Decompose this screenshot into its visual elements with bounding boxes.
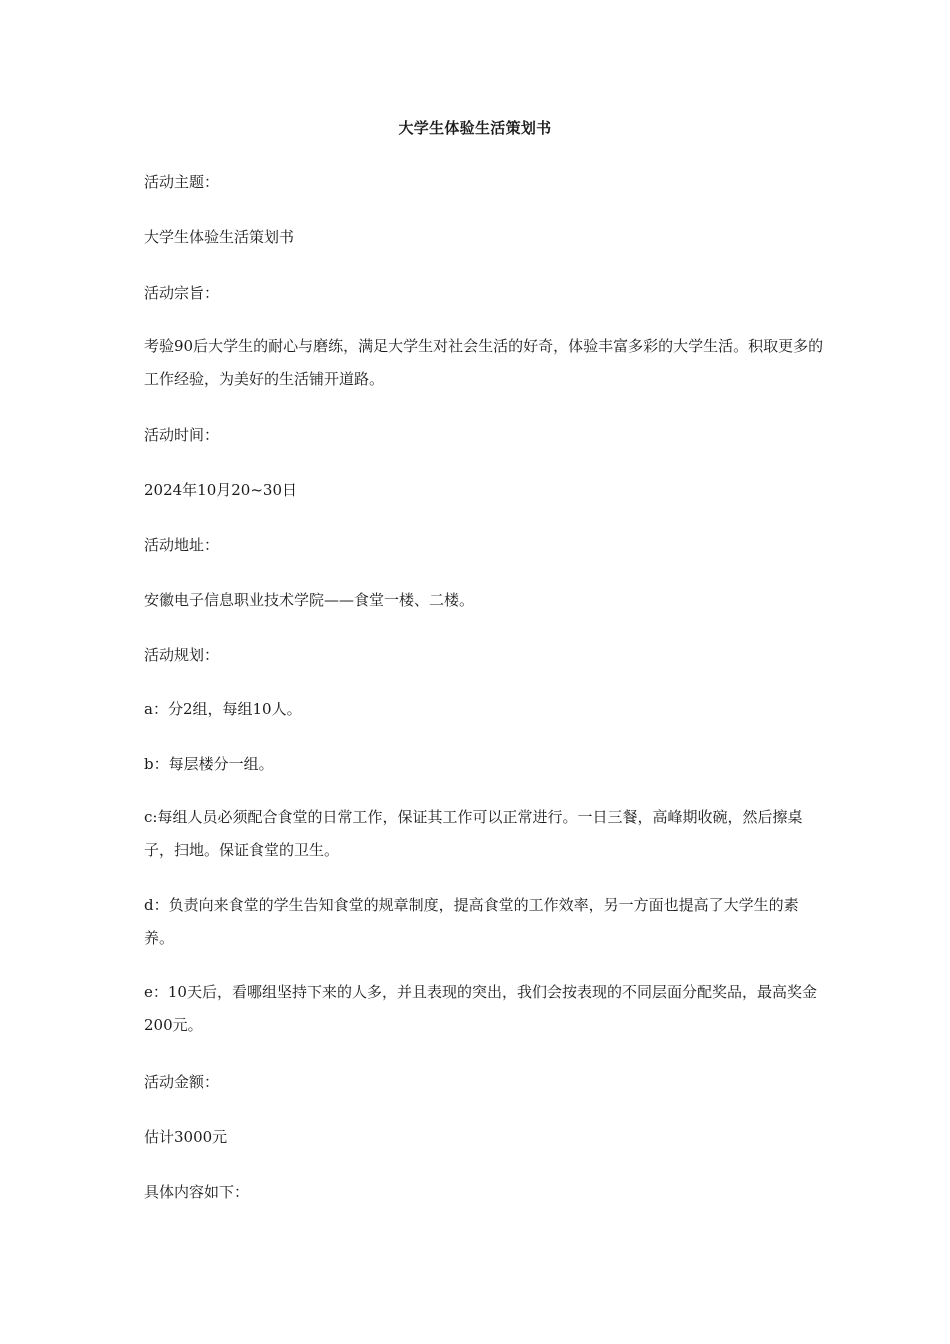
section-label-time: 活动时间： (144, 426, 220, 444)
section-content-purpose: 考验90后大学生的耐心与磨练，满足大学生对社会生活的好奇，体验丰富多彩的大学生活。积取更多的工作经验，为美好的生活铺开道路。 (144, 337, 824, 388)
section-label-budget: 活动金额： (144, 1073, 220, 1091)
section-content-location: 安徽电子信息职业技术学院——食堂一楼、二楼。 (144, 591, 475, 609)
section-label-plan: 活动规划： (144, 646, 220, 664)
section-label-location: 活动地址： (144, 536, 220, 554)
plan-item-d: d：负责向来食堂的学生告知食堂的规章制度，提高食堂的工作效率，另一方面也提高了大学生的素养。 (144, 896, 799, 947)
plan-item-b: b：每层楼分一组。 (144, 755, 274, 773)
section-label-theme: 活动主题： (144, 173, 220, 191)
plan-item-c: c:每组人员必须配合食堂的日常工作，保证其工作可以正常进行。一日三餐，高峰期收碗，然后擦桌子，扫地。保证食堂的卫生。 (144, 808, 803, 859)
section-label-purpose: 活动宗旨： (144, 284, 220, 302)
section-content-theme: 大学生体验生活策划书 (144, 228, 295, 246)
section-content-time: 2024年10月20~30日 (144, 481, 298, 499)
plan-item-a: a：分2组，每组10人。 (144, 700, 302, 718)
document-title: 大学生体验生活策划书 (398, 119, 552, 137)
section-content-budget: 估计3000元 (144, 1128, 228, 1146)
plan-item-e: e：10天后，看哪组坚持下来的人多，并且表现的突出，我们会按表现的不同层面分配奖品，最高奖金200元。 (144, 983, 817, 1034)
section-label-details: 具体内容如下： (144, 1183, 250, 1201)
